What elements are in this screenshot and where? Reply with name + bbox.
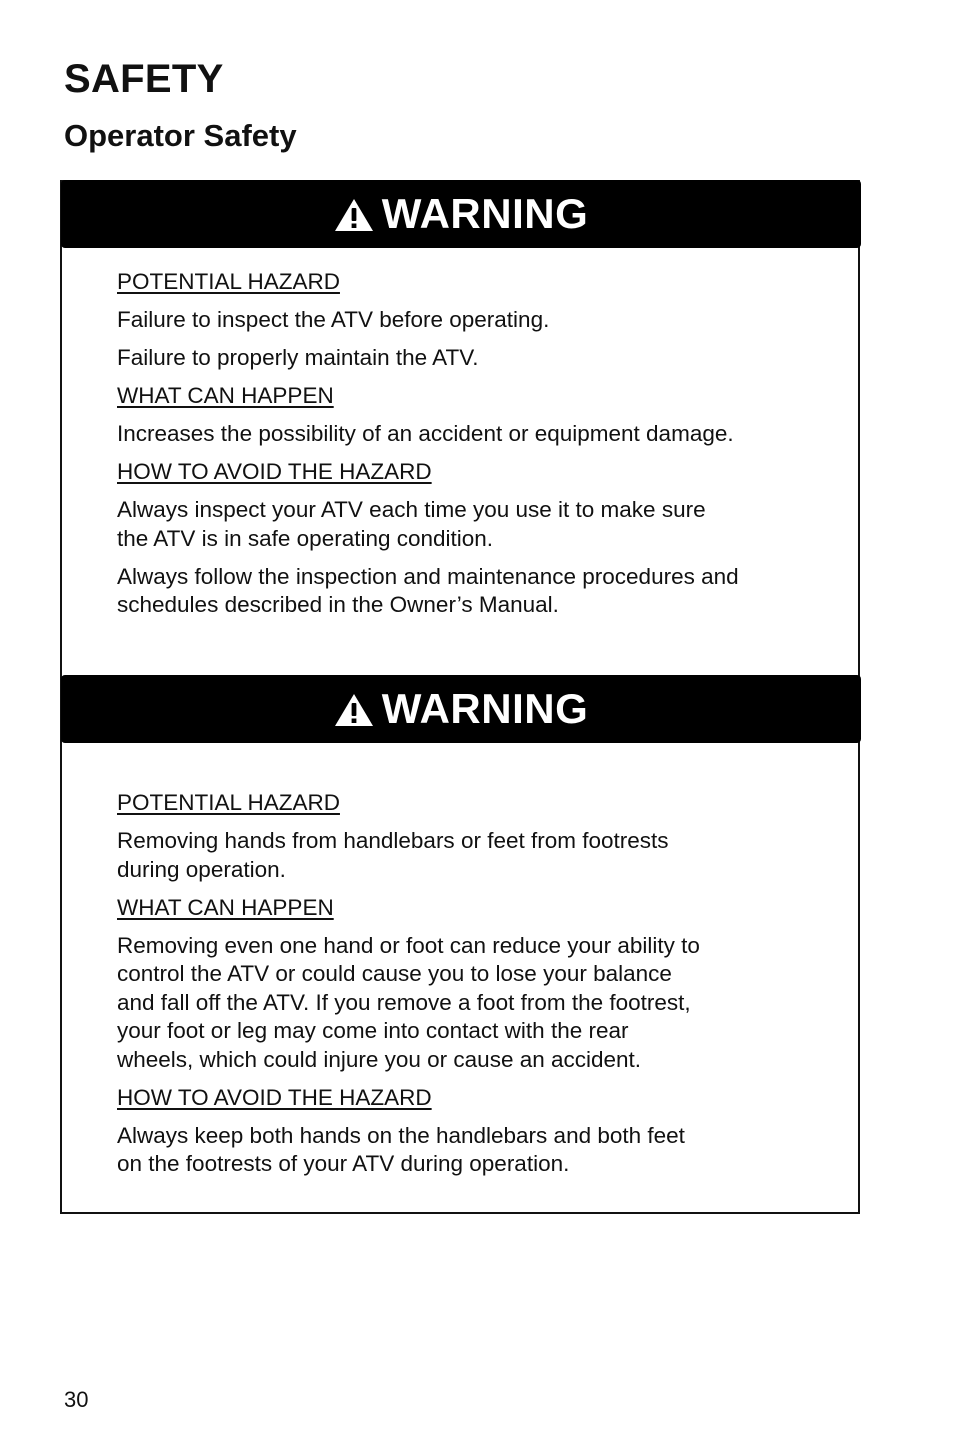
warning-header <box>61 675 861 743</box>
warning-label: WARNING <box>381 685 589 732</box>
consequence-text: Increases the possibility of an accident or equipment damage. <box>117 421 734 446</box>
avoidance-text: Always follow the inspection and maintenance procedures and schedules described in the Owner’s Manual. <box>117 563 739 617</box>
subsection-title: Operator Safety <box>64 118 297 153</box>
warning-header <box>61 180 861 248</box>
section-title: SAFETY <box>64 57 224 101</box>
avoidance-text: Always keep both hands on the handlebars and both feet on the footrests of your ATV during operation. <box>117 1122 685 1176</box>
hazard-text: Failure to inspect the ATV before operating. <box>117 307 550 332</box>
what-can-happen-heading: WHAT CAN HAPPEN <box>117 894 334 920</box>
how-to-avoid-heading: HOW TO AVOID THE HAZARD <box>117 1084 432 1110</box>
avoidance-text: Always inspect your ATV each time you use it to make sure the ATV is in safe operating condition. <box>117 497 706 551</box>
hazard-text: Removing hands from handlebars or feet from footrests during operation. <box>117 828 669 882</box>
hazard-text: Failure to properly maintain the ATV. <box>117 345 479 370</box>
consequence-text: Removing even one hand or foot can reduce your ability to control the ATV or could cause you to lose your balance and fall off the ATV. If you remove a foot from the footrest, your foot or leg may come into contact with the rear wheels, which could injure you or cause an accident. <box>117 932 700 1072</box>
how-to-avoid-heading: HOW TO AVOID THE HAZARD <box>117 459 432 484</box>
warning-label: WARNING <box>381 190 589 237</box>
warning-body <box>117 789 837 1188</box>
page-number: 30 <box>64 1387 89 1412</box>
warning-triangle-icon <box>334 198 374 232</box>
potential-hazard-heading: POTENTIAL HAZARD <box>117 790 340 815</box>
what-can-happen-heading: WHAT CAN HAPPEN <box>117 383 334 408</box>
potential-hazard-heading: POTENTIAL HAZARD <box>117 269 340 294</box>
warning-body <box>117 268 837 629</box>
warning-triangle-icon <box>334 693 374 727</box>
